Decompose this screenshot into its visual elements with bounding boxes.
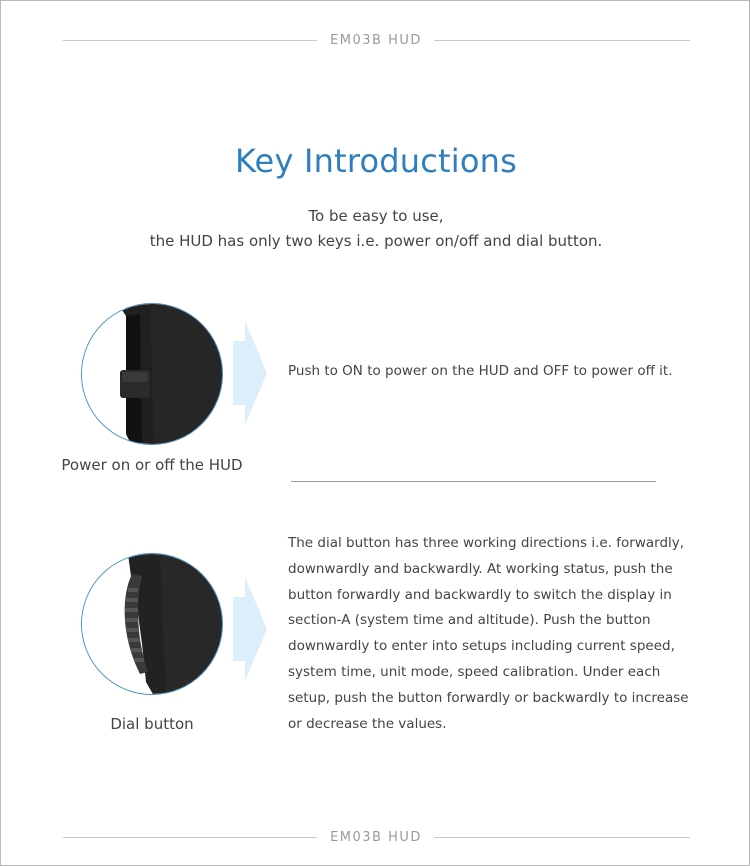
dial-button-image [81,553,223,695]
power-switch-illustration [82,304,223,445]
dial-description-line: downwardly and backwardly. At working status, push the [288,560,673,577]
power-switch-image [81,303,223,445]
power-caption: Power on or off the HUD [61,456,243,474]
intro-line-2: the HUD has only two keys i.e. power on/off and dial button. [149,232,603,250]
dial-description-line: or decrease the values. [288,715,447,732]
dial-description-line: button forwardly and backwardly to switch the display in [288,586,672,603]
power-description: Push to ON to power on the HUD and OFF to power off it. [288,363,673,379]
page-title: Key Introductions [234,142,518,180]
dial-description [288,531,728,737]
arrow-right-icon [233,577,267,681]
header-rule-right [434,40,690,41]
dial-button-illustration [82,554,223,695]
dial-caption: Dial button [110,715,194,733]
intro-line-1: To be easy to use, [308,207,444,225]
dial-description-line: system time, unit mode, speed calibration. Under each [288,663,661,680]
arrow-right-icon [233,321,267,425]
footer-rule-right [434,837,690,838]
footer-banner [1,828,750,848]
dial-description-line: The dial button has three working directions i.e. forwardly, [288,535,685,551]
footer-label: EM03B HUD [330,830,422,845]
header-label: EM03B HUD [330,33,422,48]
section-divider [291,481,656,482]
dial-description-line: downwardly to enter into setups including current speed, [288,638,675,655]
header-banner [1,31,750,51]
dial-description-line: setup, push the button forwardly or backwardly to increase [288,689,689,706]
dial-description-line: section-A (system time and altitude). Push the button [288,612,651,629]
